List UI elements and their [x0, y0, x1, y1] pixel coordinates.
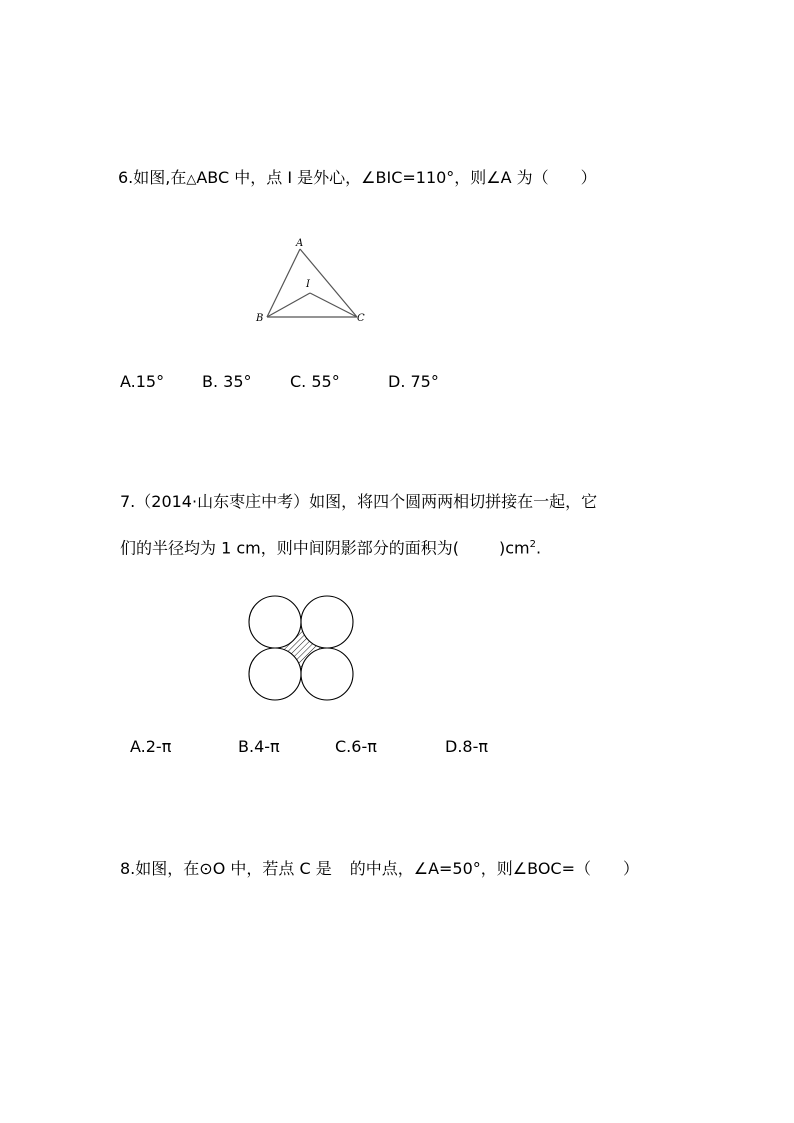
- q7-stem-line2-end: .: [535, 538, 542, 558]
- q6-option-a: A.15°: [120, 372, 165, 391]
- q7-superscript: 2: [529, 539, 536, 550]
- q8-stem-c: 的中点，∠A=50°，则∠BOC=（ ）: [349, 859, 639, 878]
- circle-top-right: [301, 596, 353, 648]
- q7-option-c: C.6-π: [335, 737, 377, 756]
- q8-stem-a: 8.如图，在: [120, 859, 200, 878]
- q8-stem-b: O 中，若点 C 是: [212, 859, 332, 878]
- triangle-symbol: △: [186, 172, 197, 187]
- q7-stem-line1: 7.（2014·山东枣庄中考）如图，将四个圆两两相切拼接在一起，它: [120, 492, 598, 511]
- circle-top-left: [249, 596, 301, 648]
- label-A: A: [296, 238, 304, 249]
- q7-stem-line2-a: 们的半径均为 1 cm，则中间阴影部分的面积为(: [120, 538, 459, 558]
- q7-option-d: D.8-π: [445, 737, 488, 756]
- q7-stem-line2-b: )cm: [498, 538, 530, 558]
- q6-option-d: D. 75°: [388, 372, 439, 391]
- q6-stem-prefix: 6.如图,在: [118, 168, 187, 187]
- label-B: B: [256, 313, 264, 324]
- shaded-region: [275, 622, 327, 674]
- q8-stem: [120, 859, 639, 879]
- circle-bottom-left: [249, 648, 301, 700]
- q6-option-b: B. 35°: [202, 372, 252, 391]
- q7-option-a: A.2-π: [130, 737, 172, 756]
- label-I: I: [306, 279, 310, 290]
- circle-bottom-right: [301, 648, 353, 700]
- circle-dot-symbol: ⊙: [199, 859, 213, 878]
- q6-option-c: C. 55°: [290, 372, 340, 391]
- label-C: C: [357, 313, 365, 324]
- q7-option-b: B.4-π: [238, 737, 280, 756]
- q6-stem-rest: ABC 中，点 I 是外心，∠BIC=110°，则∠A 为（ ）: [196, 168, 597, 187]
